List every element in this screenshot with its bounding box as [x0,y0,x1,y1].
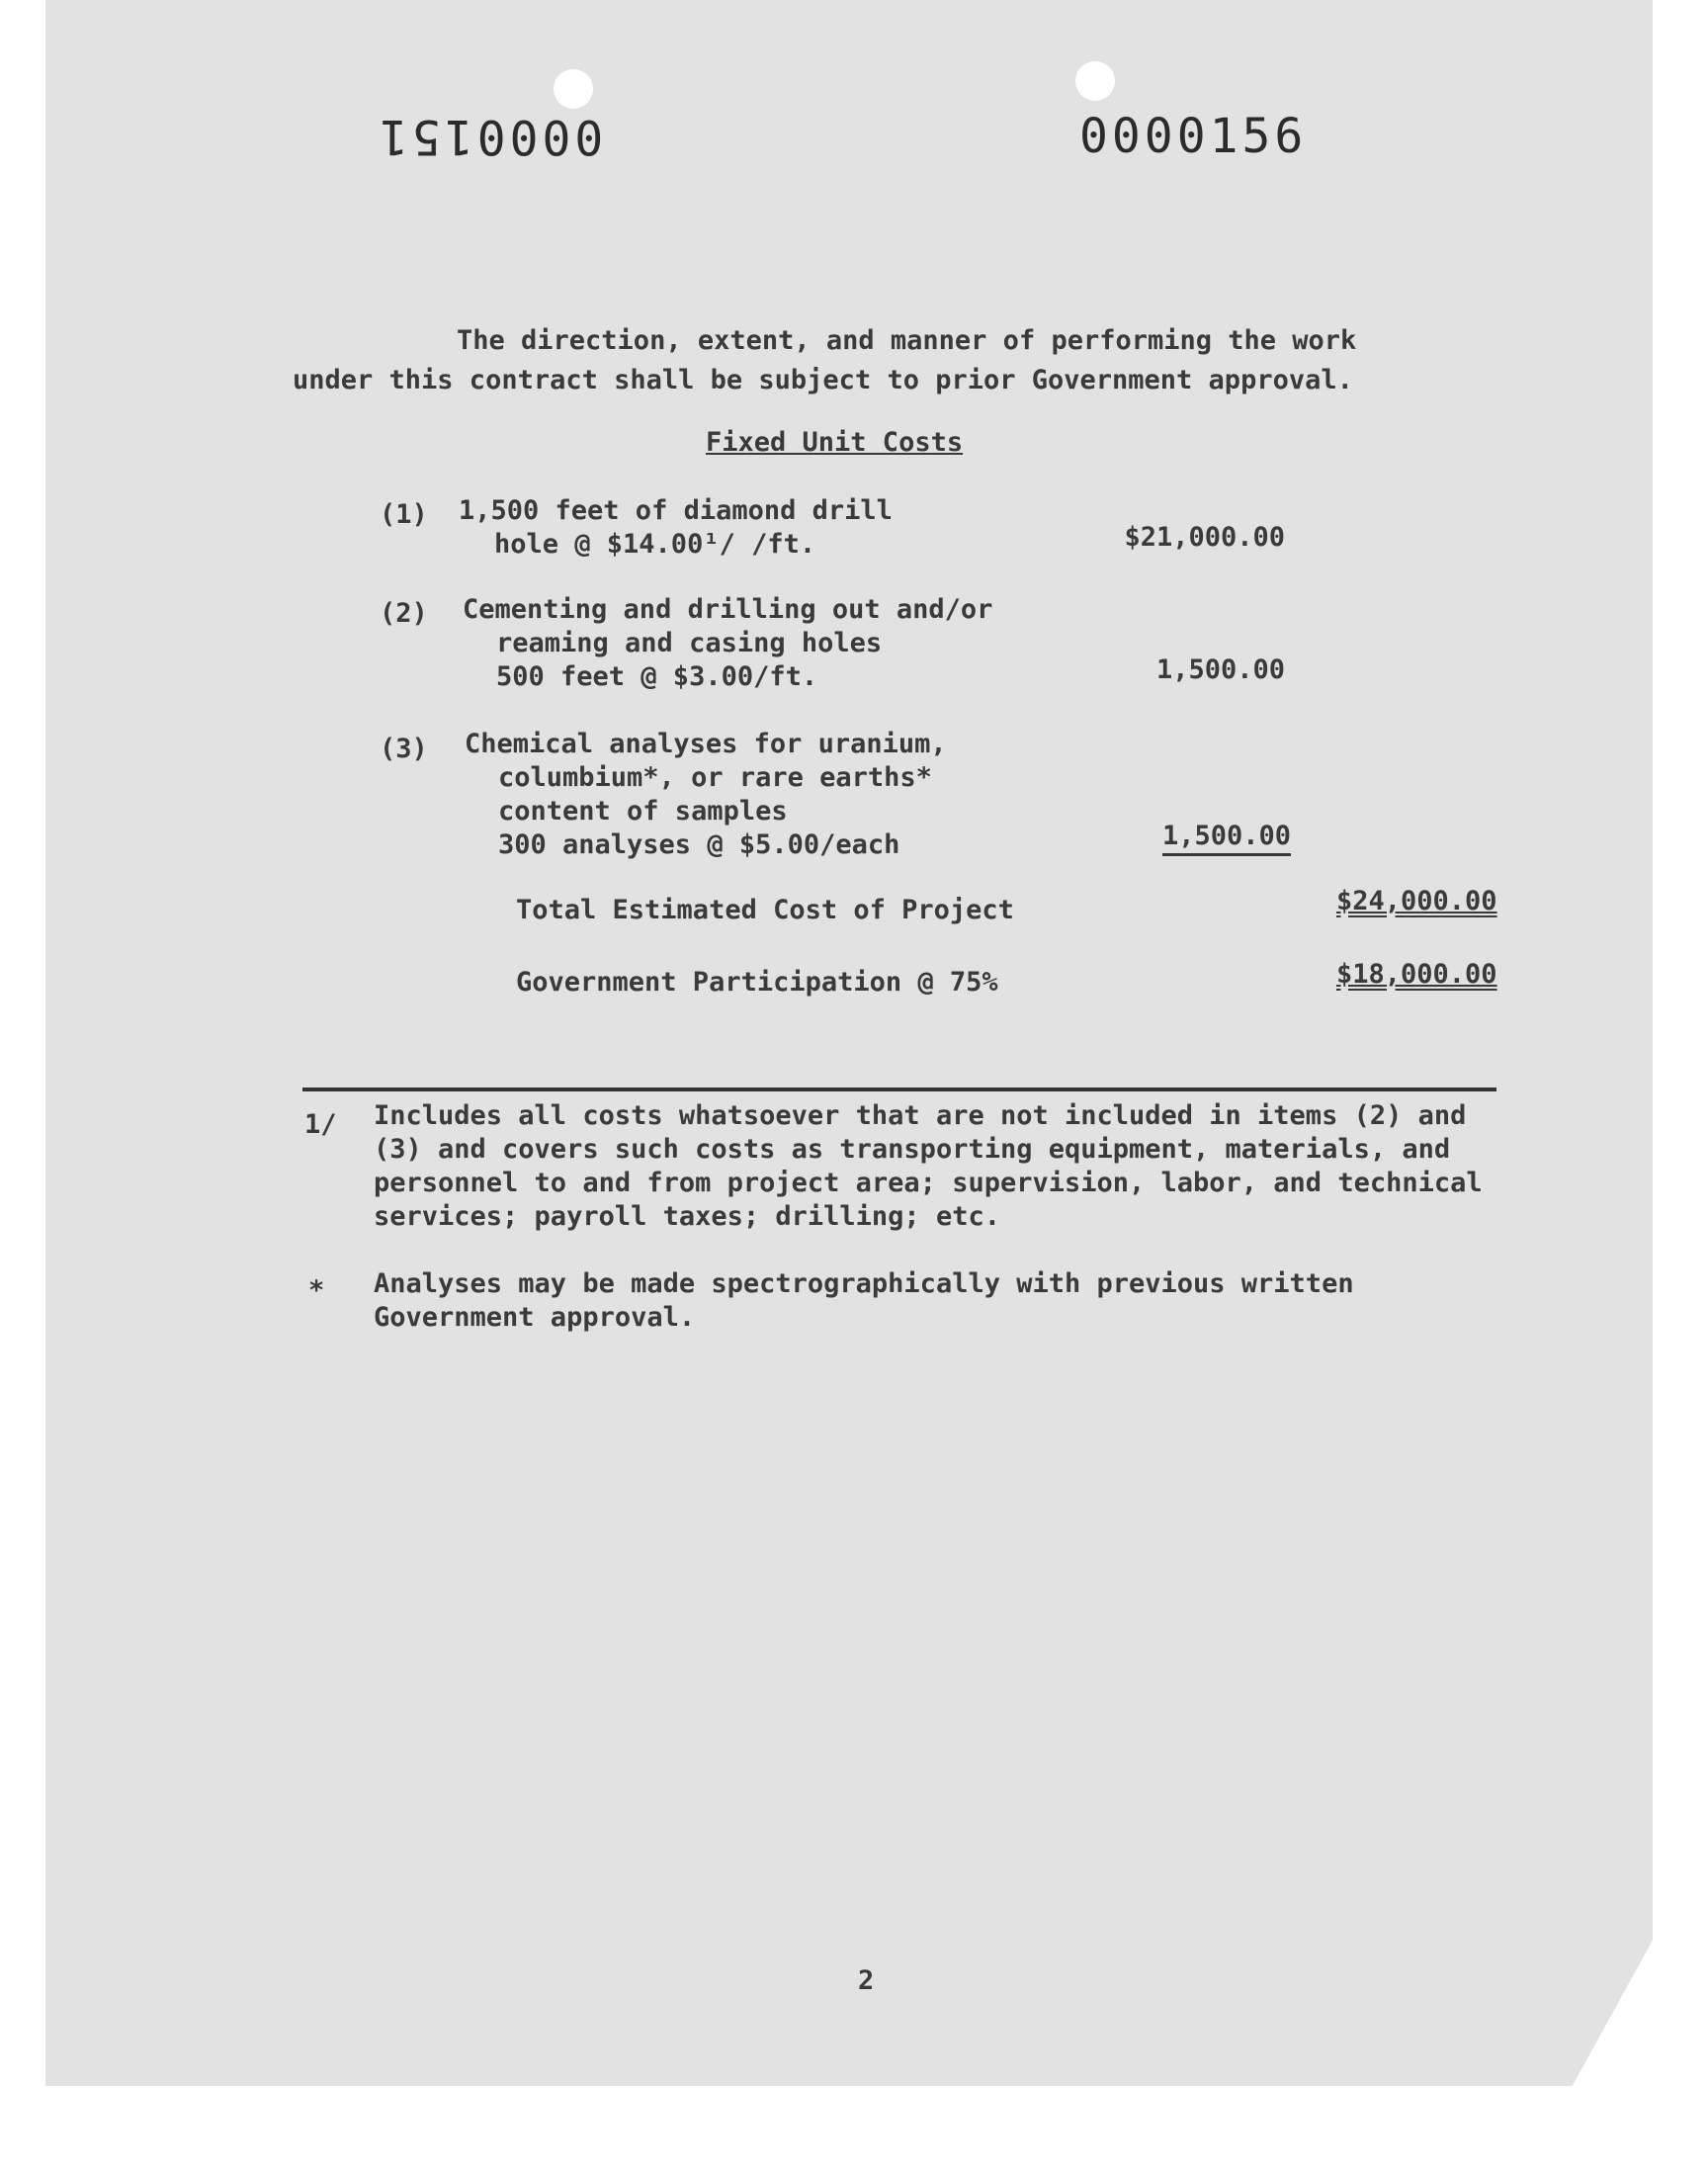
footnote-marker: * [308,1275,325,1306]
document-stamp-left: 0000151 [376,109,604,164]
item-line: Chemical analyses for uranium, [465,729,947,759]
item-amount: 1,500.00 [1155,654,1285,685]
item-line: 1,500 feet of diamond drill [459,495,893,526]
item-line: 500 feet @ $3.00/ft. [496,661,818,692]
item-number: (1) [380,499,428,530]
section-heading: Fixed Unit Costs [706,427,964,458]
item-number: (3) [380,734,428,764]
item-line: hole @ $14.00¹/ /ft. [494,529,816,560]
item-number: (2) [380,598,428,629]
total-label: Total Estimated Cost of Project [516,895,1014,925]
item-amount-value: 1,500.00 [1162,821,1291,856]
footnote-text: Includes all costs whatsoever that are not included in items (2) and (3) and covers such costs as transporting equipment, materials, and personnel to and from project area; supervision, labor, and technical services; payroll taxes; drilling; etc. [374,1100,1483,1232]
intro-line-1: The direction, extent, and manner of performing the work [457,325,1357,356]
item-line: Cementing and drilling out and/or [463,594,993,625]
gov-participation-label: Government Participation @ 75% [516,967,998,998]
intro-paragraph [293,321,1380,400]
intro-line-2: under this contract shall be subject to prior Government approval. [293,365,1353,395]
page-number: 2 [858,1965,875,1996]
item-description [463,593,992,694]
footnote-marker: 1/ [304,1109,337,1140]
item-amount: $21,000.00 [1124,522,1285,553]
item-line: content of samples [498,796,788,826]
item-line: columbium*, or rare earths* [498,762,932,793]
punch-hole-left [554,69,593,109]
item-description [465,728,947,862]
punch-hole-right [1075,61,1115,101]
gov-participation-value: $18,000.00 [1336,959,1497,990]
document-stamp-right: 0000156 [1079,109,1308,164]
total-value: $24,000.00 [1336,886,1497,916]
document-page [45,0,1653,2086]
footnote-text: Analyses may be made spectrographically with previous written Government approval. [374,1268,1354,1333]
item-amount [1034,821,1291,851]
footnote-rule [302,1088,1496,1091]
item-description [459,494,893,562]
item-line: 300 analyses @ $5.00/each [498,829,900,860]
item-line: reaming and casing holes [496,628,883,658]
